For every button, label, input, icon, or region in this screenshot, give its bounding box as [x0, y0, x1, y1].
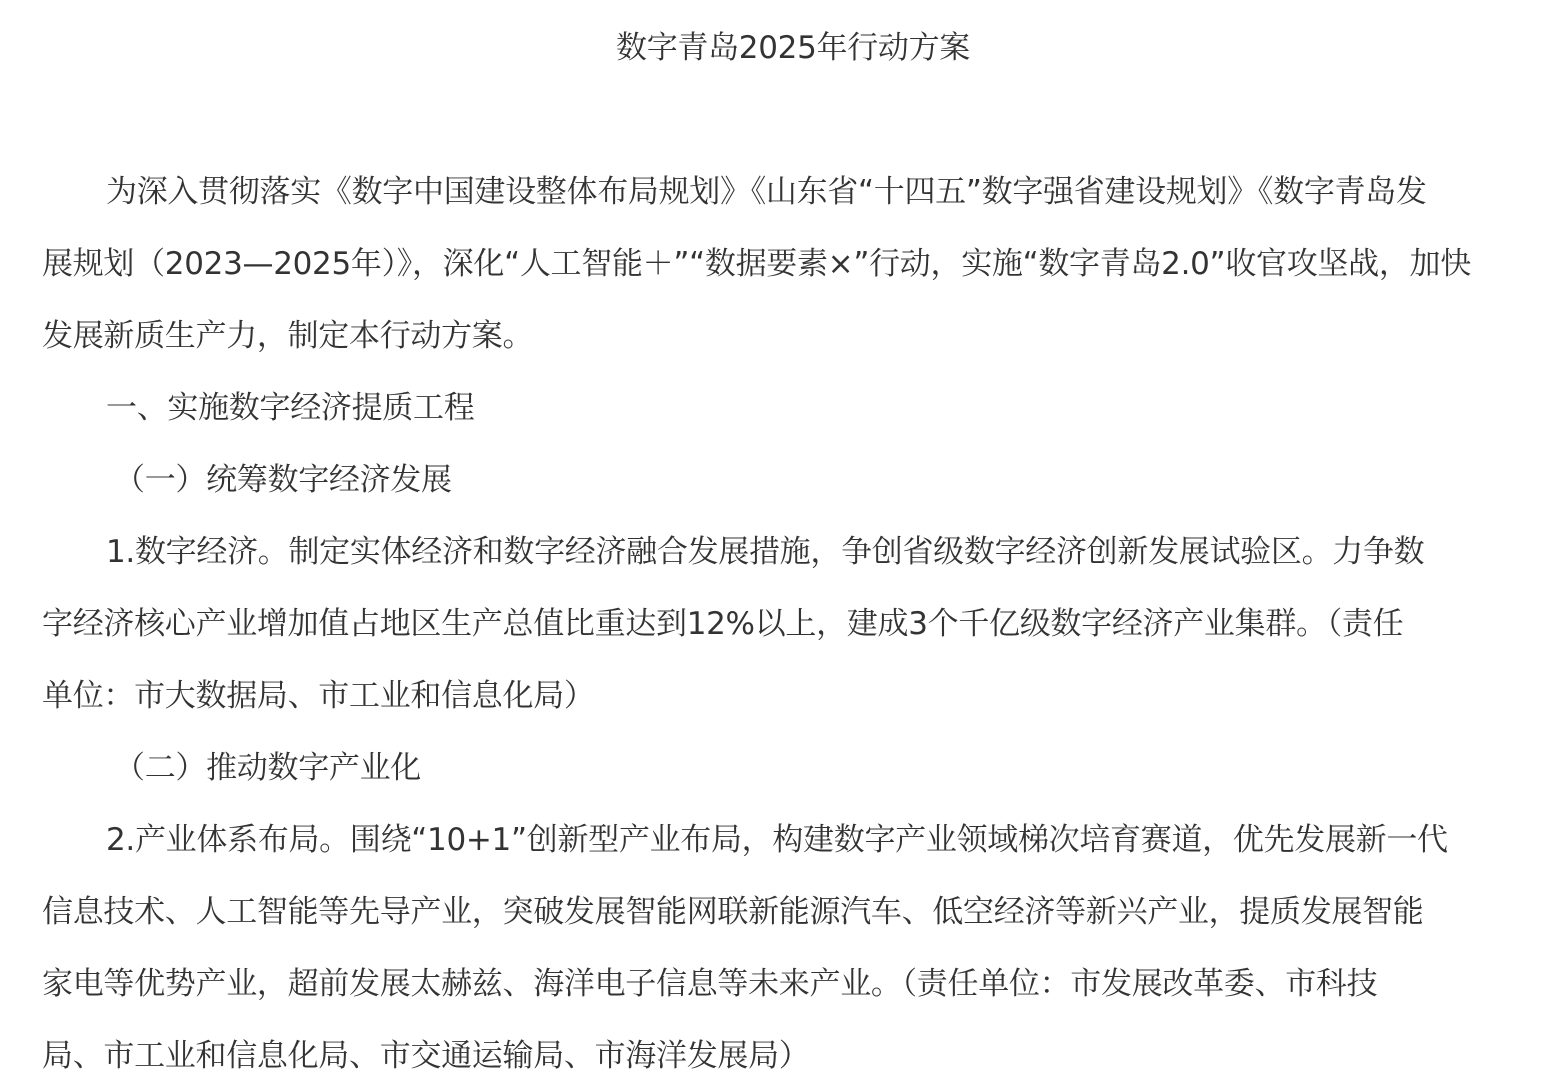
item-1-line-2: 字经济核心产业增加值占地区生产总值比重达到12%以上，建成3个千亿级数字经济产业集群。（责任	[42, 606, 1404, 642]
intro-line-3: 发展新质生产力，制定本行动方案。	[42, 318, 534, 354]
intro-paragraph	[42, 156, 1482, 372]
document-title: 数字青岛2025年行动方案	[616, 30, 970, 66]
item-1-line-3: 单位：市大数据局、市工业和信息化局）	[42, 678, 595, 714]
item-2-line-3: 家电等优势产业，超前发展太赫兹、海洋电子信息等未来产业。（责任单位：市发展改革委、市科技	[42, 966, 1378, 1002]
section-heading-1: 一、实施数字经济提质工程	[106, 390, 475, 426]
item-2-paragraph	[42, 804, 1482, 1092]
intro-line-1: 为深入贯彻落实《数字中国建设整体布局规划》《山东省“十四五”数字强省建设规划》《数字青岛发	[106, 174, 1427, 210]
item-2-line-4: 局、市工业和信息化局、市交通运输局、市海洋发展局）	[42, 1038, 810, 1074]
item-2-line-2: 信息技术、人工智能等先导产业，突破发展智能网联新能源汽车、低空经济等新兴产业，提质发展智能	[42, 894, 1424, 930]
subsection-heading-1: （一）统筹数字经济发展	[114, 462, 452, 498]
item-2-line-1: 2.产业体系布局。围绕“10+1”创新型产业布局，构建数字产业领域梯次培育赛道，优先发展新一代	[106, 822, 1448, 858]
document-body	[42, 156, 1482, 1092]
item-1-paragraph	[42, 516, 1482, 732]
item-1-line-1: 1.数字经济。制定实体经济和数字经济融合发展措施，争创省级数字经济创新发展试验区。力争数	[106, 534, 1425, 570]
intro-line-2: 展规划（2023—2025年）》，深化“人工智能＋”“数据要素×”行动，实施“数字青岛2.0”收官攻坚战，加快	[42, 246, 1471, 282]
subsection-heading-2: （二）推动数字产业化	[114, 750, 421, 786]
